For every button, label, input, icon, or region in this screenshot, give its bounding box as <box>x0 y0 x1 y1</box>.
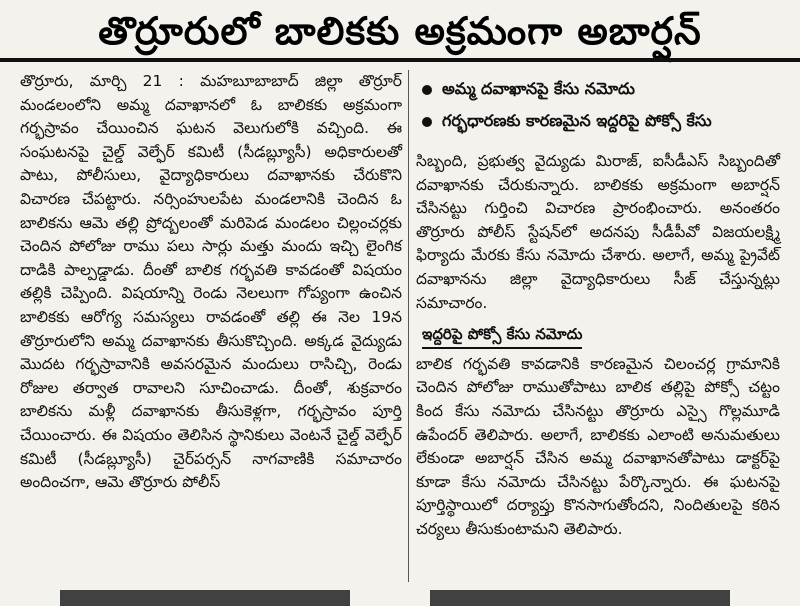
highlight-item <box>414 106 780 138</box>
cropped-headline-fragment <box>430 590 730 606</box>
subheading: ఇద్దరిపై పోక్సో కేసు నమోదు <box>422 323 582 349</box>
highlights-box <box>414 74 780 140</box>
right-para-2: బాలిక గర్భవతి కావడానికి కారణమైన చిలంచర్ల గ్రామానికి చెందిన పోలోజు రాముతోపాటు బాలిక తల్లిపై పోక్సో చట్టం కింద కేసు నమోదు చేసినట్టు తొర్రూరు ఎస్సై గొల్లమూడి ఉపేందర్ తెలిపారు. అలాగే, బాలికకు ఎలాంటి అనుమతులు లేకుండా అబార్షన్ చేసిన అమ్మ దవాఖానతోపాటు డాక్టర్‌పై కూడా కేసు నమోదు చేసినట్టు పేర్కొన్నారు. ఈ ఘటనపై పూర్తిస్థాయిలో దర్యాప్తు కొనసాగుతోందని, నిందితులపై కఠిన చర్యలు తీసుకుంటామని తెలిపారు. <box>416 354 780 538</box>
right-para-1: సిబ్బంది, ప్రభుత్వ వైద్యుడు మిరాజ్, ఐసీడీఎస్ సిబ్బందితో దవాఖానకు చేరుకున్నారు. బాలికకు అక్రమంగా అబార్షన్ చేసినట్టు గుర్తించి విచారణ ప్రారంభించారు. అనంతరం తొర్రూరు పోలీస్ స్టేషన్‌లో అదనపు సీడీపీవో విజయలక్ష్మి ఫిర్యాదు మేరకు కేసు నమోదు చేశారు. అలాగే, అమ్మ ప్రైవేట్ దవాఖానను జిల్లా వైద్యాధికారులు సీజ్ చేస్తున్నట్లు సమాచారం. <box>416 152 780 312</box>
bullet-icon <box>422 85 432 95</box>
headline: తొర్రూరులో బాలికకు అక్రమంగా అబార్షన్ <box>98 9 702 53</box>
highlight-item <box>414 74 780 106</box>
left-body: మహబూబాబాద్ జిల్లా తొర్రూర్ మండలంలోని అమ్మ దవాఖానలో ఓ బాలికకు అక్రమంగా గర్భస్రావం చేయించిన ఘటన వెలుగులోకి వచ్చింది. ఈ సంఘటనపై చైల్డ్ వెల్ఫేర్ కమిటీ (సీడబ్ల్యూసీ) అధికారులతో పాటు, పోలీసులు, వైద్యాధికారులు దవాఖానకు చేరుకొని విచారణ చేపట్టారు. నర్సింహులపేట మండలానికి చెందిన ఓ బాలికను ఆమె తల్లి ప్రోద్బలంతో మరిపెడ మండలం చిల్లంచర్లకు చెందిన పోలోజు రాము పలు సార్లు మత్తు మందు ఇచ్చి లైంగిక దాడికి పాల్పడ్డాడు. దీంతో బాలిక గర్భవతి కావడంతో విషయం తల్లికి చెప్పింది. విషయాన్ని రెండు నెలలుగా గోప్యంగా ఉంచిన బాలికకు ఆరోగ్య సమస్యలు రావడంతో తల్లి ఈ నెల 19న తొర్రూరులోని అమ్మ దవాఖానకు తీసుకొచ్చింది. అక్కడ వైద్యుడు మొదట గర్భస్రావానికి అవసరమైన మందులు రాసిచ్చి, రెండు రోజుల తర్వాత రావాలని సూచించాడు. దీంతో, శుక్రవారం బాలికను మళ్లీ దవాఖానకు తీసుకెళ్లగా, గర్భస్రావం పూర్తి చేయించారు. ఈ విషయం తెలిసిన స్థానికులు వెంటనే చైల్డ్ వెల్ఫేర్ కమిటీ (సీడబ్ల్యూసీ) చైర్‌పర్సన్ నాగవాణికి సమాచారం అందించగా, ఆమె తొర్రూరు పోలీస్ <box>20 72 402 492</box>
left-column-text <box>20 70 402 495</box>
cropped-next-article-strip <box>0 590 800 606</box>
dateline: తొర్రూరు, మార్చి 21 : <box>20 72 184 90</box>
right-column <box>416 150 780 582</box>
highlight-text: గర్భధారణకు కారణమైన ఇద్దరిపై పోక్సో కేసు <box>442 110 712 130</box>
left-column <box>20 70 402 580</box>
bullet-icon <box>422 117 432 127</box>
column-divider <box>408 70 409 582</box>
cropped-headline-fragment <box>60 590 350 606</box>
highlight-text: అమ్మ దవాఖానపై కేసు నమోదు <box>442 78 635 98</box>
headline-rule <box>0 58 800 62</box>
